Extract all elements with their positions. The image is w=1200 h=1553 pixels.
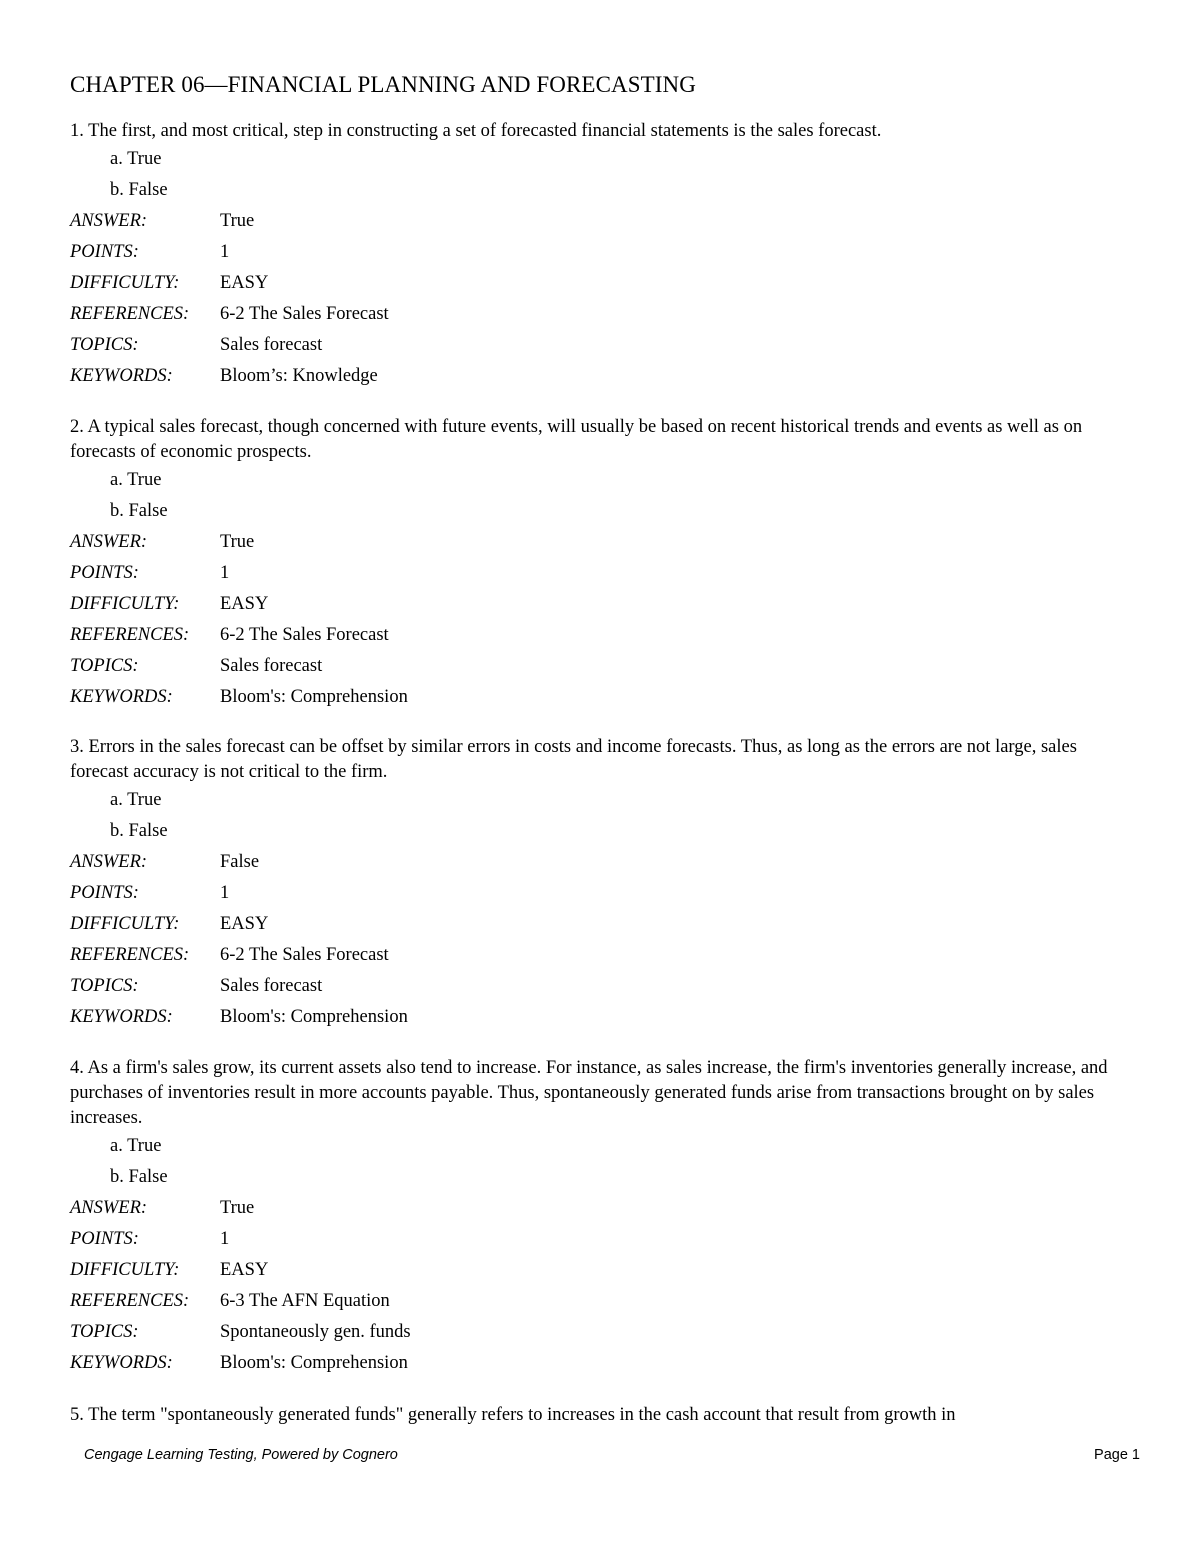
references-label: REFERENCES: — [70, 304, 190, 324]
difficulty-value: EASY — [220, 914, 269, 934]
difficulty-row — [70, 1255, 1120, 1286]
keywords-value: Bloom's: Comprehension — [220, 1353, 408, 1373]
references-value: 6-2 The Sales Forecast — [220, 945, 389, 965]
answer-row — [70, 847, 1120, 878]
answer-label: ANSWER: — [70, 852, 148, 872]
topics-value: Spontaneously gen. funds — [220, 1322, 411, 1342]
references-label: REFERENCES: — [70, 945, 190, 965]
points-label: POINTS: — [70, 883, 139, 903]
references-row — [70, 1286, 1120, 1317]
question-stem-truncated: 5. The term "spontaneously generated funds" generally refers to increases in the cash account that result from growth in — [70, 1405, 956, 1425]
footer-credit: Cengage Learning Testing, Powered by Cognero — [84, 1447, 398, 1463]
question-block — [70, 1056, 1120, 1379]
difficulty-label: DIFFICULTY: — [70, 273, 180, 293]
option-true: a. True — [110, 790, 162, 810]
topics-row — [70, 1317, 1120, 1348]
topics-value: Sales forecast — [220, 976, 323, 996]
topics-label: TOPICS: — [70, 335, 139, 355]
references-label: REFERENCES: — [70, 1291, 190, 1311]
option-false: b. False — [110, 821, 168, 841]
topics-row — [70, 651, 1120, 682]
topics-label: TOPICS: — [70, 1322, 139, 1342]
difficulty-label: DIFFICULTY: — [70, 594, 180, 614]
keywords-label: KEYWORDS: — [70, 1353, 173, 1373]
keywords-row — [70, 682, 1120, 713]
answer-label: ANSWER: — [70, 1198, 148, 1218]
points-label: POINTS: — [70, 242, 139, 262]
option-true: a. True — [110, 470, 162, 490]
keywords-value: Bloom's: Comprehension — [220, 1007, 408, 1027]
points-value: 1 — [220, 1229, 230, 1249]
question-block — [70, 119, 1120, 392]
difficulty-row — [70, 589, 1120, 620]
difficulty-label: DIFFICULTY: — [70, 914, 180, 934]
points-row — [70, 558, 1120, 589]
question-stem: 4. As a firm's sales grow, its current assets also tend to increase. For instance, as sales increase, the firm's inventories generally increase, and purchases of inventories result in more accounts payable. Thus, spontaneously generated funds arise from transactions brought on by sales increases. — [70, 1058, 1108, 1128]
question-stem: 1. The first, and most critical, step in constructing a set of forecasted financial statements is the sales forecast. — [70, 121, 882, 141]
points-label: POINTS: — [70, 563, 139, 583]
question-block — [70, 735, 1120, 1033]
difficulty-label: DIFFICULTY: — [70, 1260, 180, 1280]
topics-label: TOPICS: — [70, 976, 139, 996]
answer-value: True — [220, 1198, 255, 1218]
option-true: a. True — [110, 149, 162, 169]
option-true: a. True — [110, 1136, 162, 1156]
references-row — [70, 940, 1120, 971]
references-value: 6-2 The Sales Forecast — [220, 304, 389, 324]
difficulty-row — [70, 268, 1120, 299]
answer-value: True — [220, 532, 255, 552]
topics-value: Sales forecast — [220, 656, 323, 676]
topics-row — [70, 971, 1120, 1002]
answer-value: True — [220, 211, 255, 231]
answer-label: ANSWER: — [70, 532, 148, 552]
answer-row — [70, 1193, 1120, 1224]
points-value: 1 — [220, 563, 230, 583]
difficulty-row — [70, 909, 1120, 940]
chapter-title: CHAPTER 06—FINANCIAL PLANNING AND FORECASTING — [70, 72, 696, 97]
points-row — [70, 878, 1120, 909]
topics-row — [70, 330, 1120, 361]
option-false: b. False — [110, 180, 168, 200]
topics-label: TOPICS: — [70, 656, 139, 676]
answer-row — [70, 206, 1120, 237]
question-stem: 2. A typical sales forecast, though concerned with future events, will usually be based on recent historical trends and events as well as on forecasts of economic prospects. — [70, 417, 1083, 462]
keywords-row — [70, 1348, 1120, 1379]
references-row — [70, 299, 1120, 330]
keywords-row — [70, 361, 1120, 392]
answer-row — [70, 527, 1120, 558]
answer-label: ANSWER: — [70, 211, 148, 231]
points-row — [70, 1224, 1120, 1255]
references-label: REFERENCES: — [70, 625, 190, 645]
page-number: Page 1 — [1094, 1447, 1140, 1463]
references-value: 6-3 The AFN Equation — [220, 1291, 390, 1311]
difficulty-value: EASY — [220, 1260, 269, 1280]
option-false: b. False — [110, 501, 168, 521]
keywords-label: KEYWORDS: — [70, 366, 173, 386]
keywords-value: Bloom’s: Knowledge — [220, 366, 378, 386]
keywords-row — [70, 1002, 1120, 1033]
difficulty-value: EASY — [220, 594, 269, 614]
points-row — [70, 237, 1120, 268]
points-label: POINTS: — [70, 1229, 139, 1249]
points-value: 1 — [220, 242, 230, 262]
keywords-label: KEYWORDS: — [70, 687, 173, 707]
points-value: 1 — [220, 883, 230, 903]
keywords-label: KEYWORDS: — [70, 1007, 173, 1027]
question-stem: 3. Errors in the sales forecast can be offset by similar errors in costs and income forecasts. Thus, as long as the errors are not large, sales forecast accuracy is not critical to the firm. — [70, 737, 1077, 782]
answer-value: False — [220, 852, 260, 872]
topics-value: Sales forecast — [220, 335, 323, 355]
references-value: 6-2 The Sales Forecast — [220, 625, 389, 645]
keywords-value: Bloom's: Comprehension — [220, 687, 408, 707]
references-row — [70, 620, 1120, 651]
question-block — [70, 415, 1120, 713]
option-false: b. False — [110, 1167, 168, 1187]
difficulty-value: EASY — [220, 273, 269, 293]
